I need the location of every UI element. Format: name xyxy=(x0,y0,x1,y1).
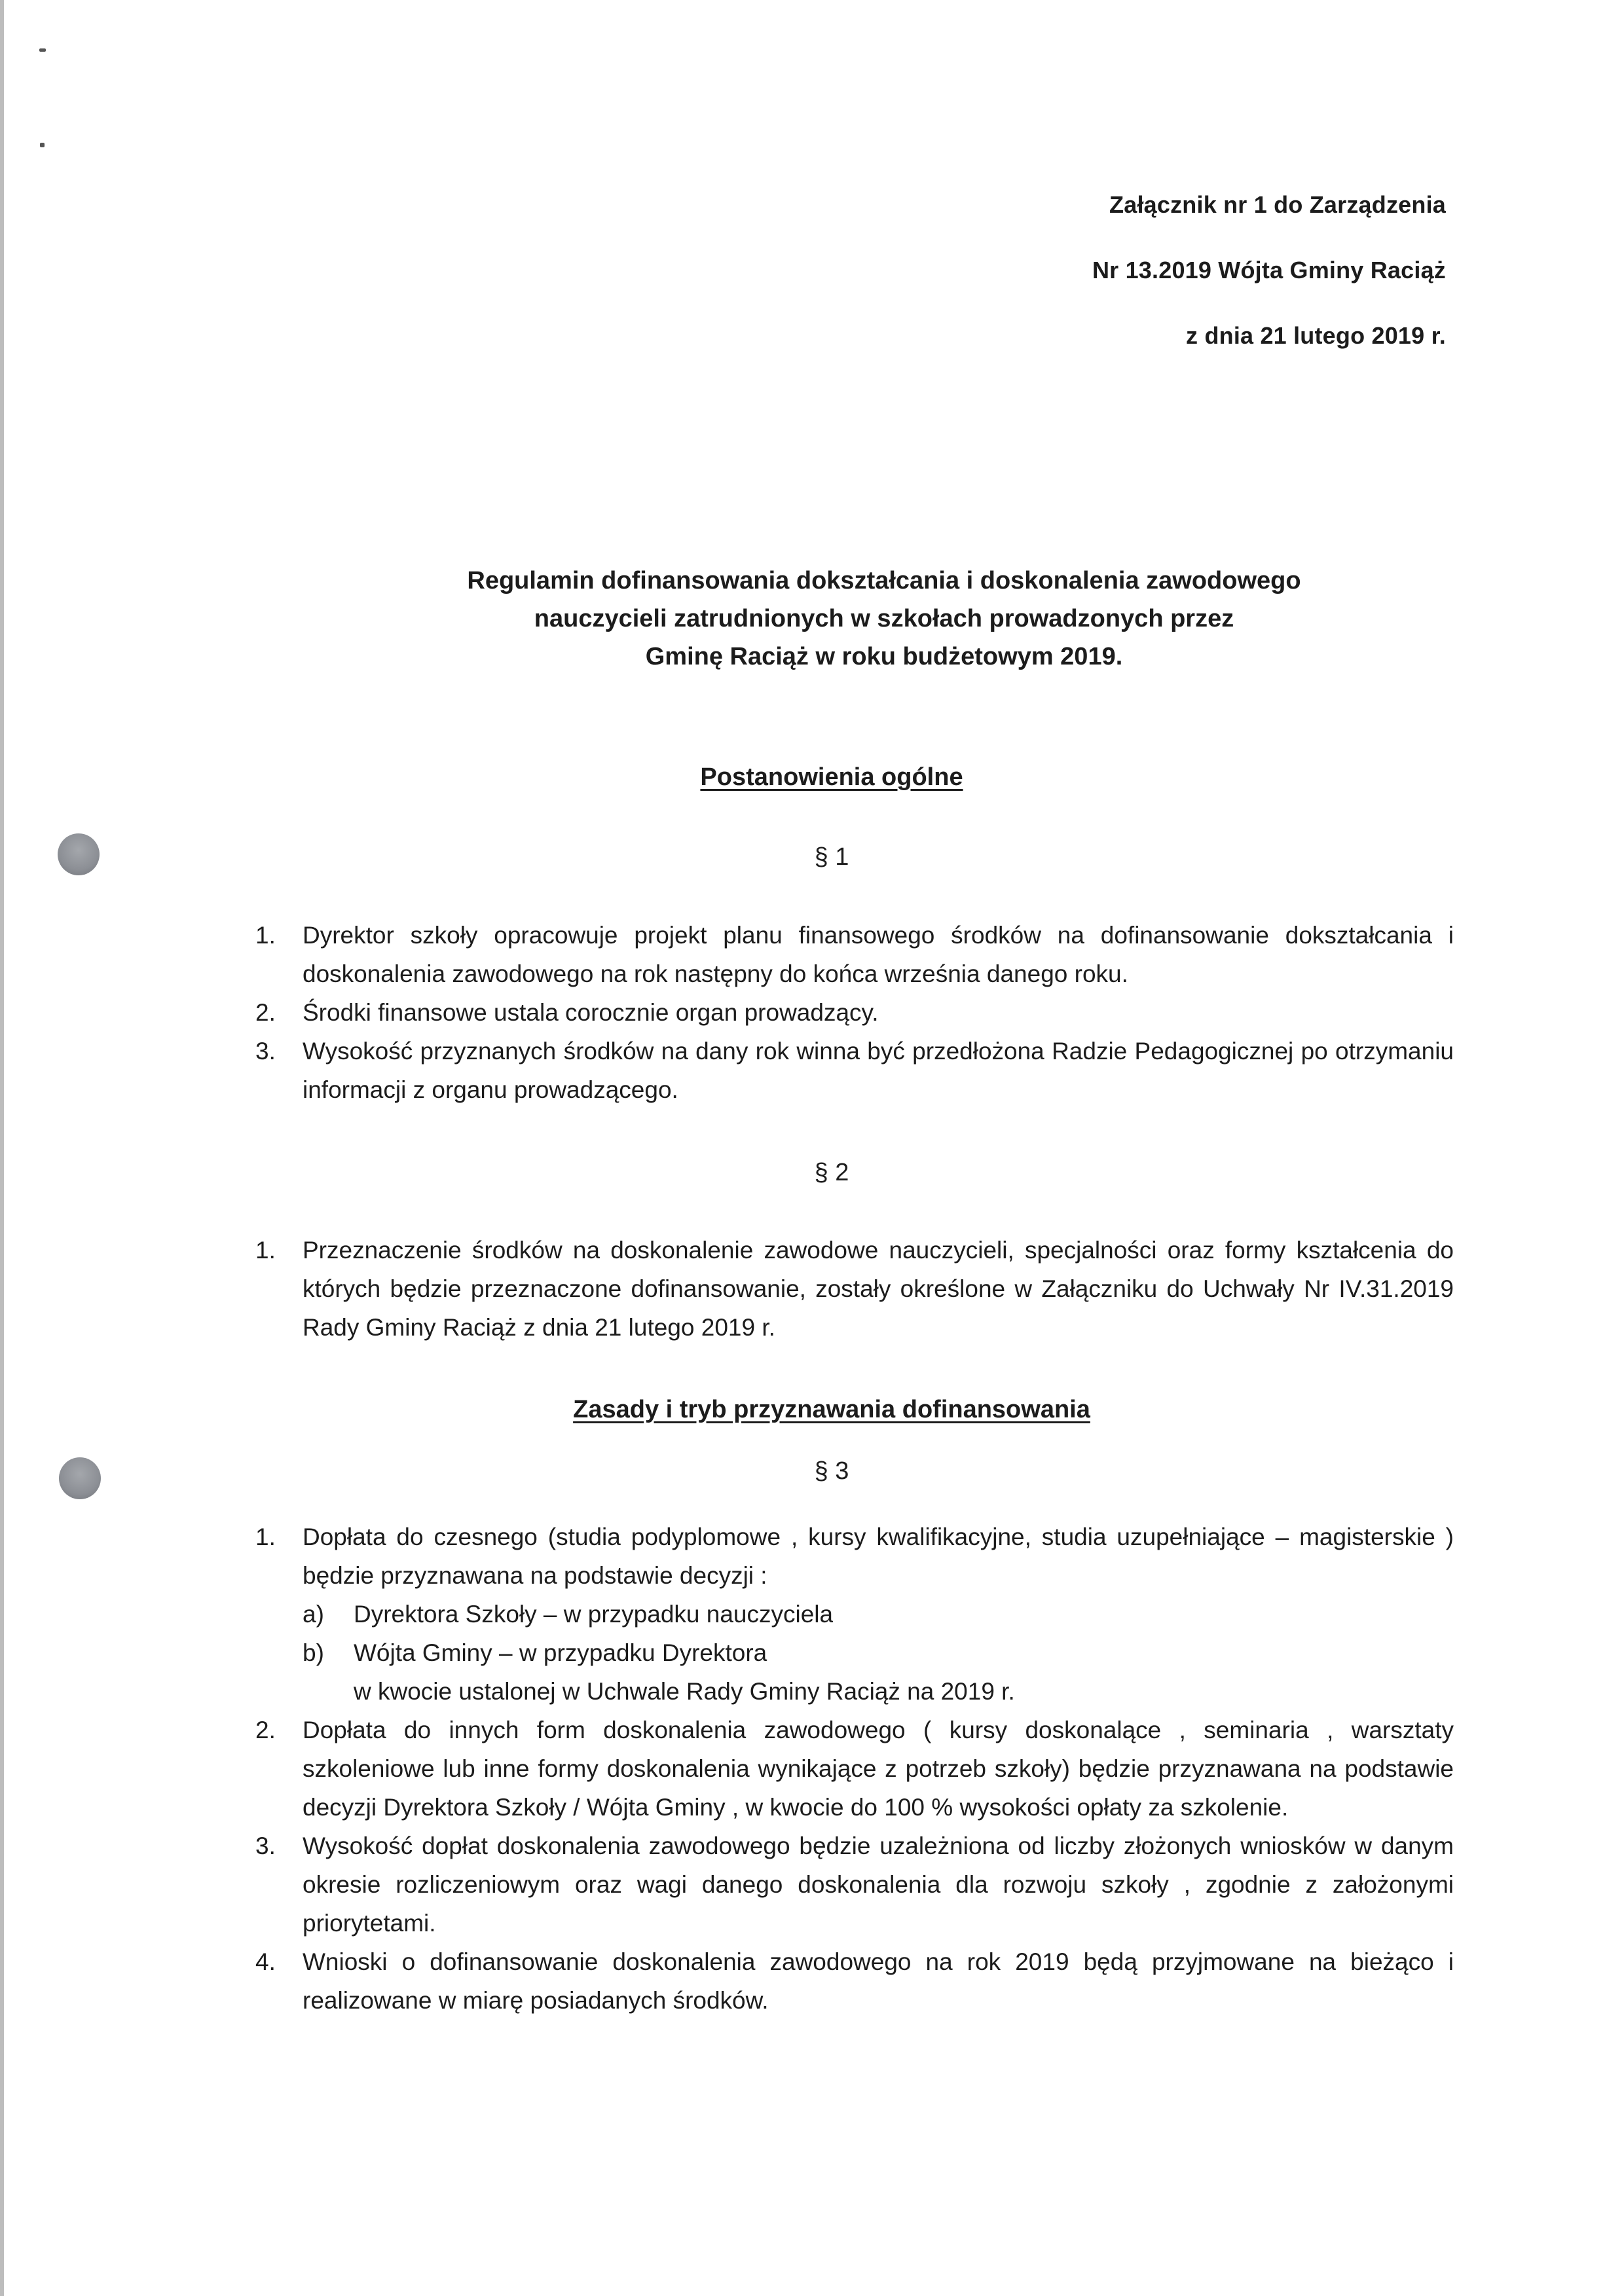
item-text: Dyrektor szkoły opracowuje projekt planu finansowego środków na dofinansowanie dokształcania i doskonalenia zawodowego na rok następny do końca września danego roku. xyxy=(303,922,1454,987)
document-title-line-2: nauczycieli zatrudnionych w szkołach prowadzonych przez xyxy=(534,605,1234,632)
list-item xyxy=(255,1032,1454,1109)
item-text: Wysokość dopłat doskonalenia zawodowego będzie uzależniona od liczby złożonych wniosków w danym okresie rozliczeniowym oraz wagi danego doskonalenia dla rozwoju szkoły , zgodnie z założonymi priorytetami. xyxy=(303,1832,1454,1937)
item-number: 3. xyxy=(255,1832,276,1859)
punch-hole xyxy=(59,1457,101,1499)
item-continuation: w kwocie ustalonej w Uchwale Rady Gminy Raciąż na 2019 r. xyxy=(354,1678,1015,1705)
document-title-line-3: Gminę Raciąż w roku budżetowym 2019. xyxy=(645,643,1123,670)
paragraph-mark-2: § 2 xyxy=(814,1159,849,1186)
item-text: Przeznaczenie środków na doskonalenie zawodowe nauczycieli, specjalności oraz formy kształcenia do których będzie przeznaczone dofinansowanie, zostały określone w Załączniku do Uchwały Nr IV.31.2019 Rady Gminy Raciąż z dnia 21 lutego 2019 r. xyxy=(303,1237,1454,1341)
sub-item-text: Wójta Gminy – w przypadku Dyrektora xyxy=(354,1639,767,1666)
item-text: Wysokość przyznanych środków na dany rok winna być przedłożona Radzie Pedagogicznej po otrzymaniu informacji z organu prowadzącego. xyxy=(303,1038,1454,1103)
item-text: Środki finansowe ustala corocznie organ prowadzący. xyxy=(303,999,879,1026)
scan-speck xyxy=(39,48,46,52)
scan-speck xyxy=(40,143,45,147)
item-text: Dopłata do innych form doskonalenia zawodowego ( kursy doskonalące , seminaria , warsztaty szkoleniowe lub inne formy doskonalenia wynikające z potrzeb szkoły) będzie przyznawana na podstawie decyzji Dyrektora Szkoły / Wójta Gminy , w kwocie do 100 % wysokości opłaty za szkolenie. xyxy=(303,1717,1454,1821)
annex-header-line-3: z dnia 21 lutego 2019 r. xyxy=(1186,322,1446,349)
sub-item-letter: a) xyxy=(303,1601,324,1628)
sub-item-letter: b) xyxy=(303,1639,324,1666)
item-number: 4. xyxy=(255,1948,276,1975)
paragraph-1-list xyxy=(255,916,1454,1109)
item-number: 1. xyxy=(255,1523,276,1550)
paragraph-mark-3: § 3 xyxy=(814,1457,849,1485)
punch-hole xyxy=(58,833,100,875)
annex-header-line-2: Nr 13.2019 Wójta Gminy Raciąż xyxy=(1092,257,1446,283)
paragraph-3-list xyxy=(255,1518,1454,2020)
paragraph-2-list xyxy=(255,1231,1454,1347)
list-item xyxy=(255,1518,1454,1595)
document-title-line-1: Regulamin dofinansowania dokształcania i doskonalenia zawodowego xyxy=(467,567,1301,594)
item-number: 1. xyxy=(255,922,276,949)
item-number: 2. xyxy=(255,1717,276,1743)
item-number: 3. xyxy=(255,1038,276,1065)
section-heading-rules-and-procedure: Zasady i tryb przyznawania dofinansowania xyxy=(573,1396,1090,1423)
item-number: 1. xyxy=(255,1237,276,1264)
item-text: Wnioski o dofinansowanie doskonalenia zawodowego na rok 2019 będą przyjmowane na bieżąco i realizowane w miarę posiadanych środków. xyxy=(303,1948,1454,2014)
list-item xyxy=(255,1827,1454,1942)
scan-edge xyxy=(0,0,4,2296)
annex-header-line-1: Załącznik nr 1 do Zarządzenia xyxy=(1109,191,1446,218)
document-title xyxy=(308,562,1460,676)
list-item xyxy=(255,916,1454,993)
list-item xyxy=(255,1711,1454,1827)
list-item xyxy=(255,1231,1454,1347)
item-text: Dopłata do czesnego (studia podyplomowe , kursy kwalifikacyjne, studia uzupełniające – magisterskie ) będzie przyznawana na podstawie decyzji : xyxy=(303,1523,1454,1589)
list-item xyxy=(255,993,1454,1032)
item-number: 2. xyxy=(255,999,276,1026)
section-heading-general-provisions: Postanowienia ogólne xyxy=(700,763,963,791)
sub-item-text: Dyrektora Szkoły – w przypadku nauczyciela xyxy=(354,1601,834,1628)
sub-item xyxy=(255,1633,1454,1672)
sub-item xyxy=(255,1595,1454,1633)
list-item xyxy=(255,1942,1454,2020)
paragraph-mark-1: § 1 xyxy=(814,843,849,871)
